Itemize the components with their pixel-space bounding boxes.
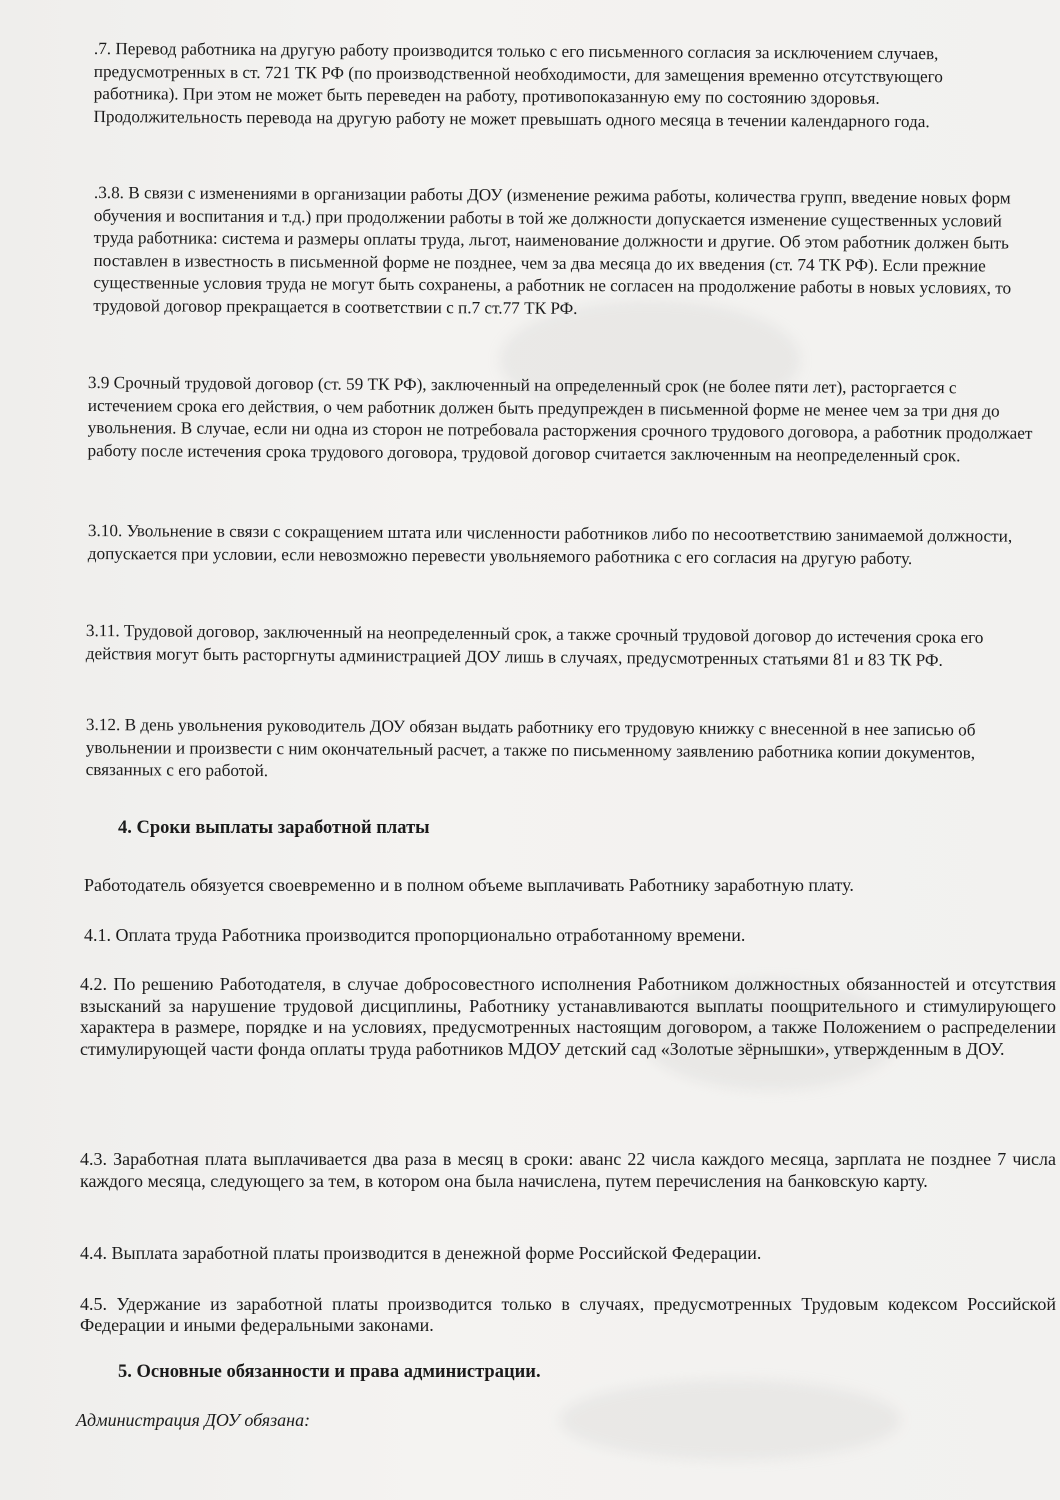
paragraph-4-3: 4.3. Заработная плата выплачивается два раза в месяц в сроки: аванс 22 числа каждого месяца, зарплата не позднее 7 числа каждого месяца, следующего за тем, в котором она была начислена, путем перечисления на банковскую карту.: [80, 1149, 1056, 1191]
paragraph-4-1: 4.1. Оплата труда Работника производится пропорционально отработанному времени.: [84, 925, 746, 945]
section-heading-4: 4. Сроки выплаты заработной платы: [118, 818, 430, 838]
paragraph-3-8: .3.8. В связи с изменениями в организации работы ДОУ (изменение режима работы, количества групп, введение новых форм обучения и воспитания и т.д.) при продолжении работы в той же должности допускается изменение существенных условий труда работника: система и размеры оплаты труда, льгот, наименование должности и другие. Об этом работник должен быть поставлен в известность в письменной форме не позднее, чем за два месяца до их введения (ст. 74 ТК РФ). Если прежние существенные условия труда не могут быть сохранены, а работник не согласен на продолжение работы в новых условиях, то трудовой договор прекращается в соответствии с п.7 ст.77 ТК РФ.: [93, 182, 1012, 318]
paragraph-4-2: 4.2. По решению Работодателя, в случае добросовестного исполнения Работником должностных обязанностей и отсутствия взысканий за нарушение трудовой дисциплины, Работнику устанавливаются выплаты поощрительного и стимулирующего характера в размере, порядке и на условиях, предусмотренных настоящим договором, а также Положением о распределении стимулирующей части фонда оплаты труда работников МДОУ детский сад «Золотые зёрнышки», утвержденным в ДОУ.: [80, 974, 1056, 1059]
section-4-intro: Работодатель обязуется своевременно и в полном объеме выплачивать Работнику заработную плату.: [84, 875, 854, 895]
paragraph-3-7: .7. Перевод работника на другую работу производится только с его письменного согласия за исключением случаев, предусмотренных в ст. 721 ТК РФ (по производственной необходимости, для замещения временно отсутствующего работника). При этом не может быть переведен на работу, противопоказанную ему по состоянию здоровья. Продолжительность перевода на другую работу не может превышать одного месяца в течении календарного года.: [93, 38, 943, 131]
paragraph-3-11: 3.11. Трудовой договор, заключенный на неопределенный срок, а также срочный трудовой договор до истечения срока его действия могут быть расторгнуты администрацией ДОУ лишь в случаях, предусмотренных статьями 81 и 83 ТК РФ.: [85, 620, 984, 670]
paragraph-4-5: 4.5. Удержание из заработной платы производится только в случаях, предусмотренных Трудовым кодексом Российской Федерации и иными федеральными законами.: [80, 1294, 1056, 1335]
section-heading-5: 5. Основные обязанности и права администрации.: [118, 1362, 541, 1382]
paragraph-3-10: 3.10. Увольнение в связи с сокращением штата или численности работников либо по несоответствию занимаемой должности, допускается при условии, если невозможно перевести увольняемого работника с его согласия на другую работу.: [87, 521, 1013, 568]
paragraph-4-4: 4.4. Выплата заработной платы производится в денежной форме Российской Федерации.: [80, 1243, 762, 1263]
paragraph-3-9: 3.9 Срочный трудовой договор (ст. 59 ТК РФ), заключенный на определенный срок (не более пяти лет), расторгается с истечением срока его действия, о чем работник должен быть предупрежден в письменной форме не менее чем за три дня до увольнения. В случае, если ни одна из сторон не потребовала расторжения срочного трудового договора, а работник продолжает работу после истечения срока трудового договора, трудовой договор считается заключенным на неопределенный срок.: [87, 372, 1033, 466]
paragraph-3-12: 3.12. В день увольнения руководитель ДОУ обязан выдать работнику его трудовую книжку с внесенной в нее записью об увольнении и произвести с ним окончательный расчет, а также по письменному заявлению работника копии документов, связанных с его работой.: [85, 715, 976, 781]
scan-shadow: [560, 1380, 900, 1460]
administration-obligations-label: Администрация ДОУ обязана:: [76, 1410, 311, 1430]
